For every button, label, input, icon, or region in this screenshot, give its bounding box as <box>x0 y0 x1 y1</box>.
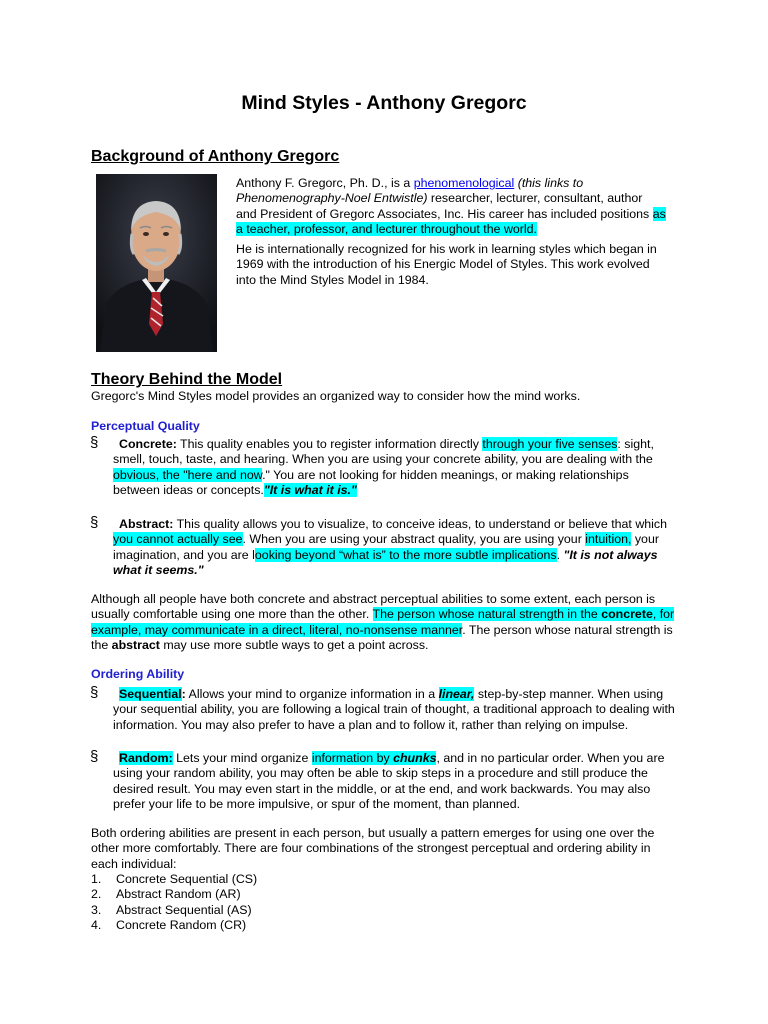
ordering-summary: Both ordering abilities are present in each person, but usually a pattern emerges for using one over the other more comfortably. There are four combinations of the strongest perceptual and ordering ability in each individual: <box>91 826 655 871</box>
list-item: 1. Concrete Sequential (CS) <box>91 872 258 886</box>
bullet-icon: § <box>90 514 99 531</box>
theory-intro: Gregorc's Mind Styles model provides an organized way to consider how the mind works. <box>91 389 581 403</box>
phenomenological-link[interactable]: phenomenological <box>413 176 515 190</box>
perceptual-heading: Perceptual Quality <box>91 419 200 433</box>
list-item: 2. Abstract Random (AR) <box>91 887 241 902</box>
random-item: Random: Lets your mind organize information by chunks, and in no particular order. When you are using your random ability, you may often be able to skip steps in a procedure and still produce the desired result. You may even start in the middle, or at the end, and work backwards. You may also prefer your life to be more impulsive, or spur of the moment, than planned. <box>113 751 665 812</box>
portrait-photo <box>96 174 217 352</box>
list-item: 4. Concrete Random (CR) <box>91 918 247 933</box>
bullet-icon: § <box>90 684 99 701</box>
abstract-item: Abstract: This quality allows you to visualize, to conceive ideas, to understand or believe that which you cannot actually see. When you are using your abstract quality, you are using your intuition, your imagination, and you are looking beyond “what is” to the more subtle implications. "It is not always what it seems." <box>113 517 667 578</box>
page-title: Mind Styles - Anthony Gregorc <box>241 92 527 114</box>
perceptual-summary: Although all people have both concrete and abstract perceptual abilities to some extent, each person is usually comfortable using one more than the other. The person whose natural strength in the concrete, for example, may communicate in a direct, literal, no-nonsense manner. The person whose natural strength is the abstract may use more subtle ways to get a point across. <box>91 592 675 653</box>
sequential-item: Sequential: Allows your mind to organize information in a linear, step-by-step manner. When using your sequential ability, you are following a logical train of thought, a traditional approach to dealing with information. You may also prefer to have a plan and to follow it, rather than relying on impulse. <box>113 687 675 732</box>
bullet-icon: § <box>90 748 99 765</box>
bullet-icon: § <box>90 434 99 451</box>
portrait-image <box>96 174 217 352</box>
background-heading: Background of Anthony Gregorc <box>91 148 340 165</box>
background-paragraph-2: He is internationally recognized for his work in learning styles which began in 1969 with the introduction of his Energic Model of Styles. This work evolved into the Mind Styles Model in 1984. <box>236 242 657 287</box>
concrete-item: Concrete: This quality enables you to register information directly through your five senses: sight, smell, touch, taste, and hearing. When you are using your concrete ability, you are dealing with the obvious, the "here and now." You are not looking for hidden meanings, or making relationships between ideas or concepts."It is what it is." <box>113 437 654 498</box>
combination-list <box>91 872 257 934</box>
list-item: 3. Abstract Sequential (AS) <box>91 902 252 917</box>
ordering-heading: Ordering Ability <box>91 667 185 681</box>
background-paragraph-1: Anthony F. Gregorc, Ph. D., is a phenomenological (this links to Phenomenography-Noel Entwistle) researcher, lecturer, consultant, author and President of Gregorc Associates, Inc. His career has included positions as a teacher, professor, and lecturer throughout the world. <box>236 176 666 237</box>
theory-heading: Theory Behind the Model <box>91 371 283 388</box>
